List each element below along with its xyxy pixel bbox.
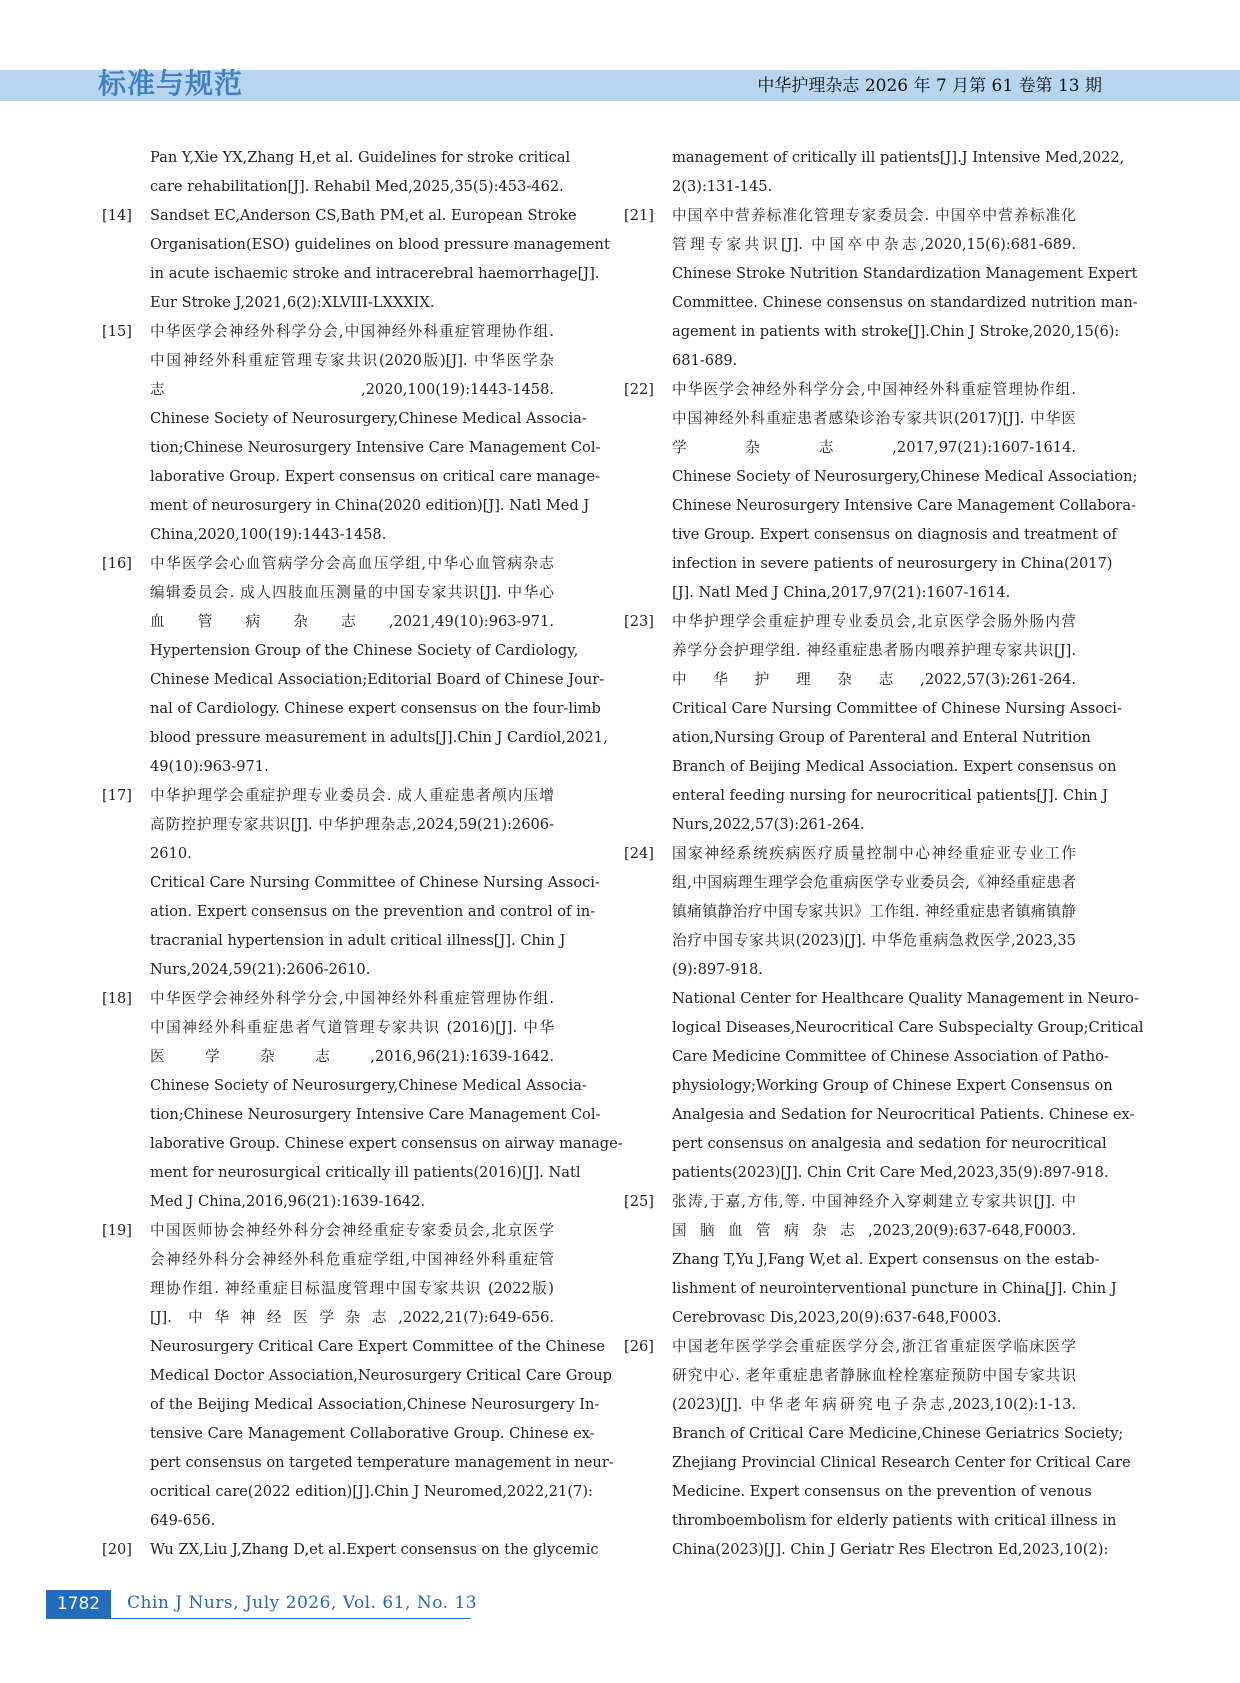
reference-entry xyxy=(102,1216,614,1535)
reference-text-line: China,2020,100(19):1443-1458. xyxy=(150,526,387,543)
reference-entry xyxy=(102,549,608,781)
reference-number: [20] xyxy=(102,1541,132,1558)
reference-text-line: tracranial hypertension in adult critical illness[J]. Chin J xyxy=(150,932,566,949)
reference-text-line: Wu ZX,Liu J,Zhang D,et al.Expert consensus on the glycemic xyxy=(150,1541,599,1558)
reference-text-line: Pan Y,Xie YX,Zhang H,et al. Guidelines for stroke critical xyxy=(150,149,571,166)
reference-number: [17] xyxy=(102,787,132,804)
reference-text-line: physiology;Working Group of Chinese Expert Consensus on xyxy=(672,1077,1113,1094)
reference-text-line: 镇痛镇静治疗中国专家共识》工作组. 神经重症患者镇痛镇静 xyxy=(672,903,1076,920)
reference-text-line: Eur Stroke J,2021,6(2):XLVIII-LXXXIX. xyxy=(150,294,435,311)
reference-entry xyxy=(102,984,623,1216)
reference-text-line: China(2023)[J]. Chin J Geriatr Res Electron Ed,2023,10(2): xyxy=(672,1541,1109,1558)
reference-number: [14] xyxy=(102,207,132,224)
reference-text-line: Zhang T,Yu J,Fang W,et al. Expert consensus on the estab- xyxy=(672,1251,1100,1268)
reference-text-line: Cerebrovasc Dis,2023,20(9):637-648,F0003. xyxy=(672,1309,1002,1326)
reference-text-line: laborative Group. Chinese expert consensus on airway manage- xyxy=(150,1135,623,1152)
reference-text-line: 理协作组. 神经重症目标温度管理中国专家共识 (2022版) xyxy=(150,1280,554,1297)
reference-text-line: Branch of Critical Care Medicine,Chinese Geriatrics Society; xyxy=(672,1425,1124,1442)
reference-text-line: 中华护理杂志,2022,57(3):261-264. xyxy=(672,671,1076,688)
reference-text-line: 中国老年医学学会重症医学分会,浙江省重症医学临床医学 xyxy=(672,1338,1076,1355)
references-right-column xyxy=(624,143,1144,1564)
reference-number: [23] xyxy=(624,613,654,630)
reference-text-line: pert consensus on analgesia and sedation for neurocritical xyxy=(672,1135,1107,1152)
reference-text-line: patients(2023)[J]. Chin Crit Care Med,2023,35(9):897-918. xyxy=(672,1164,1109,1181)
reference-text-line: Chinese Stroke Nutrition Standardization Management Expert xyxy=(672,265,1138,282)
reference-text-line: [J]. Natl Med J China,2017,97(21):1607-1614. xyxy=(672,584,1011,601)
reference-entry xyxy=(102,201,610,317)
reference-text-line: tensive Care Management Collaborative Group. Chinese ex- xyxy=(150,1425,595,1442)
reference-text-line: laborative Group. Expert consensus on critical care manage- xyxy=(150,468,600,485)
reference-text-line: infection in severe patients of neurosurgery in China(2017) xyxy=(672,555,1113,572)
reference-text-line: Nurs,2022,57(3):261-264. xyxy=(672,816,865,833)
reference-text-line: Neurosurgery Critical Care Expert Committee of the Chinese xyxy=(150,1338,605,1355)
reference-text-line: 中国神经外科重症管理专家共识(2020版)[J]. 中华医学杂 xyxy=(150,352,554,369)
page-number: 1782 xyxy=(56,1594,101,1614)
references-left-column xyxy=(102,143,623,1564)
reference-number: [24] xyxy=(624,845,654,862)
reference-text-line: (2023)[J]. 中华老年病研究电子杂志,2023,10(2):1-13. xyxy=(672,1396,1076,1413)
section-title: 标准与规范 xyxy=(98,67,244,100)
reference-text-line: 国家神经系统疾病医疗质量控制中心神经重症亚专业工作 xyxy=(672,845,1076,862)
reference-number: [15] xyxy=(102,323,132,340)
reference-text-line: enteral feeding nursing for neurocritical patients[J]. Chin J xyxy=(672,787,1109,804)
reference-text-line: nal of Cardiology. Chinese expert consensus on the four-limb xyxy=(150,700,601,717)
reference-text-line: agement in patients with stroke[J].Chin J Stroke,2020,15(6): xyxy=(672,323,1120,340)
reference-number: [22] xyxy=(624,381,654,398)
reference-text-line: tion;Chinese Neurosurgery Intensive Care Management Col- xyxy=(150,1106,601,1123)
reference-text-line: Sandset EC,Anderson CS,Bath PM,et al. European Stroke xyxy=(150,207,577,224)
reference-text-line: lishment of neurointerventional puncture in China[J]. Chin J xyxy=(672,1280,1117,1297)
reference-entry xyxy=(624,143,1125,201)
reference-text-line: 会神经外科分会神经外科危重症学组,中国神经外科重症管 xyxy=(150,1251,554,1268)
reference-text-line: 中国卒中营养标准化管理专家委员会. 中国卒中营养标准化 xyxy=(672,207,1076,224)
reference-text-line: 医学杂志,2016,96(21):1639-1642. xyxy=(150,1048,554,1065)
reference-text-line: Chinese Society of Neurosurgery,Chinese Medical Association; xyxy=(672,468,1138,485)
reference-text-line: 治疗中国专家共识(2023)[J]. 中华危重病急救医学,2023,35 xyxy=(672,932,1076,949)
reference-number: [21] xyxy=(624,207,654,224)
reference-entry xyxy=(102,317,601,549)
reference-text-line: 国脑血管病杂志,2023,20(9):637-648,F0003. xyxy=(672,1222,1076,1239)
reference-entry xyxy=(102,1535,599,1564)
reference-text-line: 高防控护理专家共识[J]. 中华护理杂志,2024,59(21):2606- xyxy=(150,816,554,833)
reference-text-line: Medical Doctor Association,Neurosurgery Critical Care Group xyxy=(150,1367,612,1384)
reference-text-line: 中华医学会心血管病学分会高血压学组,中华心血管病杂志 xyxy=(150,555,554,572)
reference-entry xyxy=(102,143,571,201)
reference-text-line: in acute ischaemic stroke and intracerebral haemorrhage[J]. xyxy=(150,265,600,282)
reference-text-line: Chinese Society of Neurosurgery,Chinese Medical Associa- xyxy=(150,1077,587,1094)
reference-entry xyxy=(624,839,1144,1187)
reference-text-line: Hypertension Group of the Chinese Society of Cardiology, xyxy=(150,642,579,659)
reference-text-line: Critical Care Nursing Committee of Chinese Nursing Associ- xyxy=(672,700,1122,717)
reference-text-line: Care Medicine Committee of Chinese Association of Patho- xyxy=(672,1048,1109,1065)
reference-text-line: 编辑委员会. 成人四肢血压测量的中国专家共识[J]. 中华心 xyxy=(150,584,554,601)
reference-entry xyxy=(102,781,600,984)
reference-text-line: Medicine. Expert consensus on the prevention of venous xyxy=(672,1483,1092,1500)
reference-text-line: 学杂志,2017,97(21):1607-1614. xyxy=(672,439,1076,456)
reference-text-line: 张涛,于嘉,方伟,等. 中国神经介入穿刺建立专家共识[J]. 中 xyxy=(672,1193,1076,1210)
reference-text-line: Chinese Neurosurgery Intensive Care Management Collabora- xyxy=(672,497,1136,514)
reference-text-line: 2610. xyxy=(150,845,192,862)
reference-text-line: ation. Expert consensus on the prevention and control of in- xyxy=(150,903,596,920)
reference-text-line: 中华护理学会重症护理专业委员会,北京医学会肠外肠内营 xyxy=(672,613,1076,630)
reference-text-line: 管理专家共识[J]. 中国卒中杂志,2020,15(6):681-689. xyxy=(672,236,1076,253)
reference-number: [26] xyxy=(624,1338,654,1355)
reference-number: [16] xyxy=(102,555,132,572)
reference-text-line: tive Group. Expert consensus on diagnosis and treatment of xyxy=(672,526,1117,543)
reference-text-line: care rehabilitation[J]. Rehabil Med,2025,35(5):453-462. xyxy=(150,178,564,195)
reference-text-line: 组,中国病理生理学会危重病医学专业委员会,《神经重症患者 xyxy=(672,874,1076,891)
reference-text-line: 中华医学会神经外科学分会,中国神经外科重症管理协作组. xyxy=(150,323,554,340)
footer-rule xyxy=(111,1618,471,1619)
journal-header: 中华护理杂志 2026 年 7 月第 61 卷第 13 期 xyxy=(757,76,1102,96)
reference-text-line: 中国神经外科重症患者感染诊治专家共识(2017)[J]. 中华医 xyxy=(672,410,1076,427)
reference-text-line: Branch of Beijing Medical Association. Expert consensus on xyxy=(672,758,1117,775)
reference-text-line: National Center for Healthcare Quality Management in Neuro- xyxy=(672,990,1139,1007)
reference-text-line: 血管病杂志,2021,49(10):963-971. xyxy=(150,613,554,630)
reference-text-line: Med J China,2016,96(21):1639-1642. xyxy=(150,1193,426,1210)
reference-text-line: ation,Nursing Group of Parenteral and Enteral Nutrition xyxy=(672,729,1091,746)
reference-text-line: thromboembolism for elderly patients with critical illness in xyxy=(672,1512,1117,1529)
reference-text-line: blood pressure measurement in adults[J].Chin J Cardiol,2021, xyxy=(150,729,608,746)
reference-entry xyxy=(624,1187,1117,1332)
reference-text-line: 649-656. xyxy=(150,1512,216,1529)
reference-text-line: 中华护理学会重症护理专业委员会. 成人重症患者颅内压增 xyxy=(150,787,554,804)
reference-text-line: 研究中心. 老年重症患者静脉血栓栓塞症预防中国专家共识 xyxy=(672,1367,1076,1384)
reference-text-line: pert consensus on targeted temperature management in neur- xyxy=(150,1454,614,1471)
reference-entry xyxy=(624,607,1122,839)
reference-text-line: tion;Chinese Neurosurgery Intensive Care Management Col- xyxy=(150,439,601,456)
reference-text-line: ocritical care(2022 edition)[J].Chin J Neuromed,2022,21(7): xyxy=(150,1483,593,1500)
reference-text-line: ment of neurosurgery in China(2020 edition)[J]. Natl Med J xyxy=(150,497,590,514)
reference-text-line: (9):897-918. xyxy=(672,961,763,978)
reference-text-line: Organisation(ESO) guidelines on blood pressure management xyxy=(150,236,610,253)
footer-journal-citation: Chin J Nurs, July 2026, Vol. 61, No. 13 xyxy=(127,1593,478,1613)
reference-text-line: 2(3):131-145. xyxy=(672,178,773,195)
reference-text-line: Critical Care Nursing Committee of Chinese Nursing Associ- xyxy=(150,874,600,891)
reference-text-line: 养学分会护理学组. 神经重症患者肠内喂养护理专家共识[J]. xyxy=(672,642,1076,659)
reference-text-line: ment for neurosurgical critically ill patients(2016)[J]. Natl xyxy=(150,1164,581,1181)
reference-text-line: 中华医学会神经外科学分会,中国神经外科重症管理协作组. xyxy=(672,381,1076,398)
reference-text-line: Zhejiang Provincial Clinical Research Center for Critical Care xyxy=(672,1454,1131,1471)
reference-entry xyxy=(624,201,1138,375)
reference-text-line: logical Diseases,Neurocritical Care Subspecialty Group;Critical xyxy=(672,1019,1144,1036)
reference-text-line: 49(10):963-971. xyxy=(150,758,269,775)
reference-text-line: [J]. 中华神经医学杂志,2022,21(7):649-656. xyxy=(150,1309,554,1326)
reference-number: [19] xyxy=(102,1222,132,1239)
reference-entry xyxy=(624,375,1138,607)
reference-text-line: 中国医师协会神经外科分会神经重症专家委员会,北京医学 xyxy=(150,1222,554,1239)
reference-text-line: Committee. Chinese consensus on standardized nutrition man- xyxy=(672,294,1138,311)
reference-text-line: Chinese Medical Association;Editorial Board of Chinese Jour- xyxy=(150,671,605,688)
reference-text-line: management of critically ill patients[J].J Intensive Med,2022, xyxy=(672,149,1125,166)
reference-text-line: 中华医学会神经外科学分会,中国神经外科重症管理协作组. xyxy=(150,990,554,1007)
reference-entry xyxy=(624,1332,1131,1564)
reference-number: [18] xyxy=(102,990,132,1007)
reference-text-line: 中国神经外科重症患者气道管理专家共识 (2016)[J]. 中华 xyxy=(150,1019,554,1036)
reference-number: [25] xyxy=(624,1193,654,1210)
reference-text-line: 志,2020,100(19):1443-1458. xyxy=(150,381,554,398)
reference-text-line: Chinese Society of Neurosurgery,Chinese Medical Associa- xyxy=(150,410,587,427)
reference-text-line: Nurs,2024,59(21):2606-2610. xyxy=(150,961,371,978)
reference-text-line: Analgesia and Sedation for Neurocritical Patients. Chinese ex- xyxy=(672,1106,1135,1123)
reference-text-line: of the Beijing Medical Association,Chinese Neurosurgery In- xyxy=(150,1396,600,1413)
reference-text-line: 681-689. xyxy=(672,352,738,369)
